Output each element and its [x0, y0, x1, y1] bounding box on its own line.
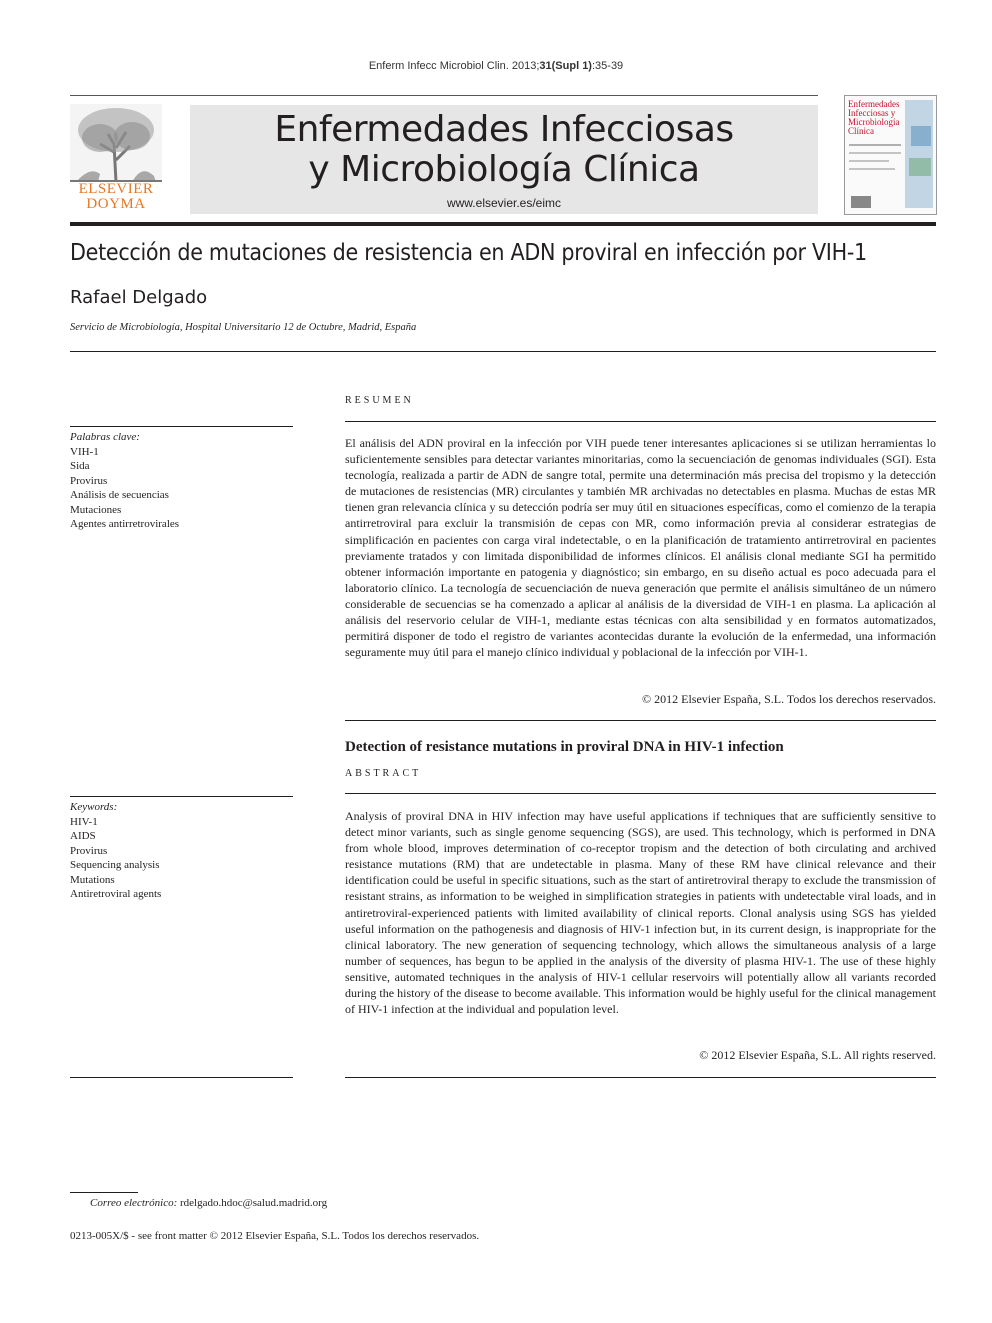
citation-volume: 31 — [539, 60, 552, 72]
keywords-rule — [70, 796, 293, 797]
keyword: Sida — [70, 460, 90, 472]
keyword: HIV-1 — [70, 815, 98, 828]
keyword: Antiretroviral agents — [70, 888, 162, 900]
email-label: Correo electrónico: — [90, 1197, 178, 1209]
english-abstract: Analysis of proviral DNA in HIV infection may have useful applications if techniques that are sufficiently sensitive to detect minor variants, such as single genome sequencing (SGS), are used. This technology, which is performed in DNA from whole blood, improves determination of co-receptor tropism and the detection of both circulating and archived resistance mutations (RM) that are undetectable in plasma. Many of these RM have clinical relevance and their identification could be useful in specific situations, such as the start of antiretroviral therapy to exclude the transmission of resistant strains, as information to be weighed in simplification strategies in patients with undetectable viral loads, and in antiretroviral-experienced patients with limited availability of clinical reports. Clonal analysis using SGS has yielded useful information on the pathogenesis and diagnosis of HIV-1 infection but, in its current design, is inappropriate for the clinical laboratory. The new generation of sequencing technology, which allows the simultaneous analysis of a large number of sequences, has begun to be applied in the analysis of the diversity of plasma HIV-1. The use of these highly sensitive, automated techniques in the analysis of HIV-1 cellular reservoirs will potentially allow all variants recorded during the history of the disease to become available. This information would be highly useful for the clinical management of HIV-1 infection at the individual and population level. — [345, 809, 936, 1017]
cover-title: Enfermedades Infecciosas y Microbiología Clínica — [848, 99, 900, 136]
resumen-rule-bottom — [345, 720, 936, 721]
spanish-copyright: © 2012 Elsevier España, S.L. Todos los derechos reservados. — [642, 692, 936, 706]
english-keywords — [70, 800, 293, 902]
journal-url[interactable]: www.elsevier.es/eimc — [446, 196, 562, 210]
front-matter-line: 0213-005X/$ - see front matter © 2012 Elsevier España, S.L. Todos los derechos reservados. — [70, 1230, 480, 1242]
keyword: VIH-1 — [70, 445, 99, 458]
title-block-rule — [70, 351, 936, 352]
author-affiliation: Servicio de Microbiología, Hospital Universitario 12 de Octubre, Madrid, España — [70, 322, 417, 333]
keyword: Provirus — [70, 844, 108, 857]
english-copyright: © 2012 Elsevier España, S.L. All rights reserved. — [699, 1048, 936, 1062]
keyword: Sequencing analysis — [70, 859, 160, 871]
publisher-line1: ELSEVIER — [78, 181, 154, 197]
spanish-abstract: El análisis del ADN proviral en la infección por VIH puede tener interesantes aplicaciones si se utilizan herramientas lo suficientemente sensibles para detectar variantes minoritarias, como la secuenciación de genomas individuales (SGI). Esta tecnología, realizada a partir de ADN de sangre total, permite una determinación más precisa del tropismo y la detección de mutaciones de resistencias (MR) circulantes y también MR archivadas no detectables en plasma. Muchas de estas MR tienen gran relevancia clínica y su detección podría ser muy útil en situaciones específicas, como el comienzo de la terapia antirretroviral para excluir la transmisión de cepas con MR, como información previa al considerar estrategias de simplificación en pacientes con carga viral indetectable, o en la planificación de tratamiento antirretroviral en pacientes previamente tratados y con limitada disponibilidad de informes clínicos. El análisis clonal mediante SGI ha permitido obtener información importante en patogenia y diagnóstico; sin embargo, en su diseño actual es poco adecuada para el laboratorio clínico. La tecnología de secuenciación de nueva generación que permite el análisis simultáneo de un número considerable de secuencias se ha comenzado a aplicar al análisis de la diversidad de VIH-1 en plasma. La aplicación al análisis del reservorio celular de VIH-1, mediante estas técnicas con alta sensibilidad y en formatos automatizados, permitirá disponer de todo el registro de variantes acontecidas durante la evolución de la enfermedad, una información seguramente muy útil para el manejo clínico individual y poblacional de la infección por VIH-1. — [345, 436, 936, 660]
keywords-label: Palabras clave: — [70, 431, 140, 443]
keyword: AIDS — [70, 830, 96, 842]
cover-graphic — [845, 96, 936, 214]
keyword: Mutaciones — [70, 503, 122, 516]
keyword: Provirus — [70, 474, 108, 487]
publisher-name — [66, 182, 166, 212]
journal-citation — [0, 60, 992, 72]
citation-pages: :35-39 — [591, 60, 624, 72]
citation-suppl: (Supl 1) — [551, 60, 592, 72]
keyword: Análisis de secuencias — [70, 489, 169, 501]
palabras-clave-rule — [70, 426, 293, 427]
masthead-rule — [70, 222, 936, 226]
journal-title — [190, 110, 818, 190]
keyword: Agentes antirretrovirales — [70, 518, 180, 530]
article-author: Rafael Delgado — [70, 287, 208, 308]
abstract-rule-top — [345, 793, 936, 794]
keywords-label: Keywords: — [70, 801, 118, 813]
keywords-rule-bottom — [70, 1077, 293, 1078]
abstract-heading: ABSTRACT — [345, 768, 422, 779]
email-link[interactable]: rdelgado.hdoc@salud.madrid.org — [180, 1197, 328, 1209]
journal-title-line1: Enfermedades Infecciosas — [274, 109, 734, 150]
article-title: Detección de mutaciones de resistencia en ADN proviral en infección por VIH-1 — [70, 240, 867, 266]
keyword: Mutations — [70, 873, 115, 886]
citation-prefix: Enferm Infecc Microbiol Clin. 2013; — [368, 60, 540, 72]
abstract-rule-bottom — [345, 1077, 936, 1078]
spanish-keywords — [70, 430, 293, 532]
footnote-rule — [70, 1192, 138, 1193]
journal-cover-thumbnail — [844, 95, 937, 215]
resumen-rule-top — [345, 421, 936, 422]
journal-title-line2: y Microbiología Clínica — [308, 149, 700, 190]
email-footnote — [90, 1197, 327, 1209]
resumen-heading: RESUMEN — [345, 395, 414, 406]
header-rule — [70, 95, 818, 96]
english-title: Detection of resistance mutations in proviral DNA in HIV-1 infection — [345, 739, 784, 755]
publisher-line2: DOYMA — [86, 196, 146, 212]
